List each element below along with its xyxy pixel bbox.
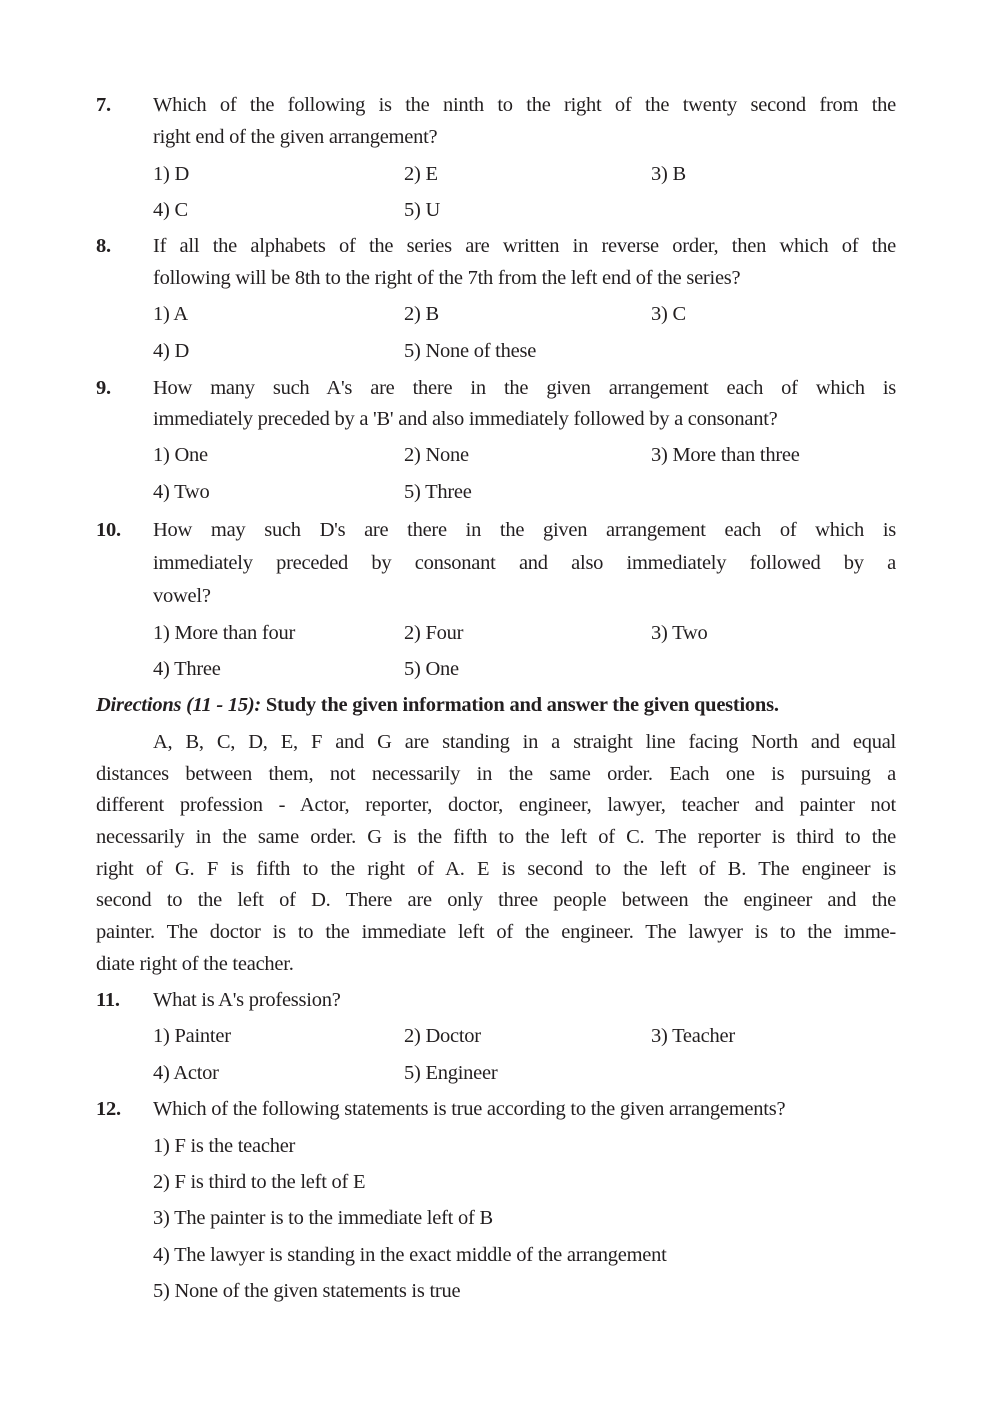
question-number: 12. [96, 1098, 121, 1120]
paragraph-line: necessarily in the same order. G is the fifth to the left of C. The reporter is third to the [96, 826, 896, 848]
option: 4) The lawyer is standing in the exact middle of the arrangement [153, 1244, 667, 1266]
option: 4) Actor [153, 1062, 219, 1084]
paragraph-line: right of G. F is fifth to the right of A. E is second to the left of B. The engineer is [96, 858, 896, 880]
option: 5) Three [404, 481, 472, 503]
option: 1) A [153, 303, 188, 325]
directions-text: Study the given information and answer the given questions. [265, 694, 779, 716]
paragraph-line: second to the left of D. There are only three people between the engineer and the [96, 889, 896, 911]
option: 3) Teacher [651, 1025, 735, 1047]
option: 2) B [404, 303, 439, 325]
option: 2) F is third to the left of E [153, 1171, 366, 1193]
question-number: 11. [96, 989, 120, 1011]
question-text-line: What is A's profession? [153, 989, 341, 1011]
option: 1) One [153, 444, 208, 466]
question-number: 7. [96, 94, 111, 116]
option: 5) U [404, 199, 441, 221]
option: 3) Two [651, 622, 708, 644]
option: 3) More than three [651, 444, 800, 466]
paragraph-line: painter. The doctor is to the immediate left of the engineer. The lawyer is to the imme- [96, 921, 896, 943]
directions-heading [96, 693, 896, 717]
option: 1) F is the teacher [153, 1135, 296, 1157]
paragraph-line: distances between them, not necessarily in the same order. Each one is pursuing a [96, 763, 896, 785]
directions-label: Directions (11 - 15): [96, 694, 261, 716]
option: 5) One [404, 658, 459, 680]
option: 2) Doctor [404, 1025, 481, 1047]
option: 2) E [404, 163, 438, 185]
option: 1) D [153, 163, 190, 185]
question-text-line: How many such A's are there in the given arrangement each of which is [153, 377, 896, 399]
question-number: 8. [96, 235, 111, 257]
option: 4) C [153, 199, 188, 221]
question-text-line: following will be 8th to the right of the 7th from the left end of the series? [153, 267, 741, 289]
paragraph-line: diate right of the teacher. [96, 953, 294, 975]
question-number: 9. [96, 377, 111, 399]
question-text-line: How may such D's are there in the given arrangement each of which is [153, 519, 896, 541]
question-number: 10. [96, 519, 121, 541]
question-text-line: Which of the following is the ninth to the right of the twenty second from the [153, 94, 896, 116]
paragraph-line: different profession - Actor, reporter, doctor, engineer, lawyer, teacher and painter not [96, 794, 896, 816]
question-text-line: immediately preceded by consonant and also immediately followed by a [153, 552, 896, 574]
option: 5) None of these [404, 340, 537, 362]
option: 5) Engineer [404, 1062, 498, 1084]
option: 1) More than four [153, 622, 296, 644]
option: 3) C [651, 303, 686, 325]
paragraph-line: A, B, C, D, E, F and G are standing in a straight line facing North and equal [153, 731, 896, 753]
option: 3) B [651, 163, 686, 185]
question-text-line: Which of the following statements is true according to the given arrangements? [153, 1098, 786, 1120]
option: 3) The painter is to the immediate left of B [153, 1207, 493, 1229]
option: 4) Three [153, 658, 221, 680]
question-text-line: right end of the given arrangement? [153, 126, 438, 148]
question-text-line: vowel? [153, 585, 211, 607]
option: 2) Four [404, 622, 464, 644]
question-text-line: immediately preceded by a 'B' and also immediately followed by a consonant? [153, 408, 778, 430]
option: 1) Painter [153, 1025, 231, 1047]
option: 4) D [153, 340, 190, 362]
option: 5) None of the given statements is true [153, 1280, 461, 1302]
option: 4) Two [153, 481, 210, 503]
option: 2) None [404, 444, 469, 466]
question-text-line: If all the alphabets of the series are written in reverse order, then which of the [153, 235, 896, 257]
